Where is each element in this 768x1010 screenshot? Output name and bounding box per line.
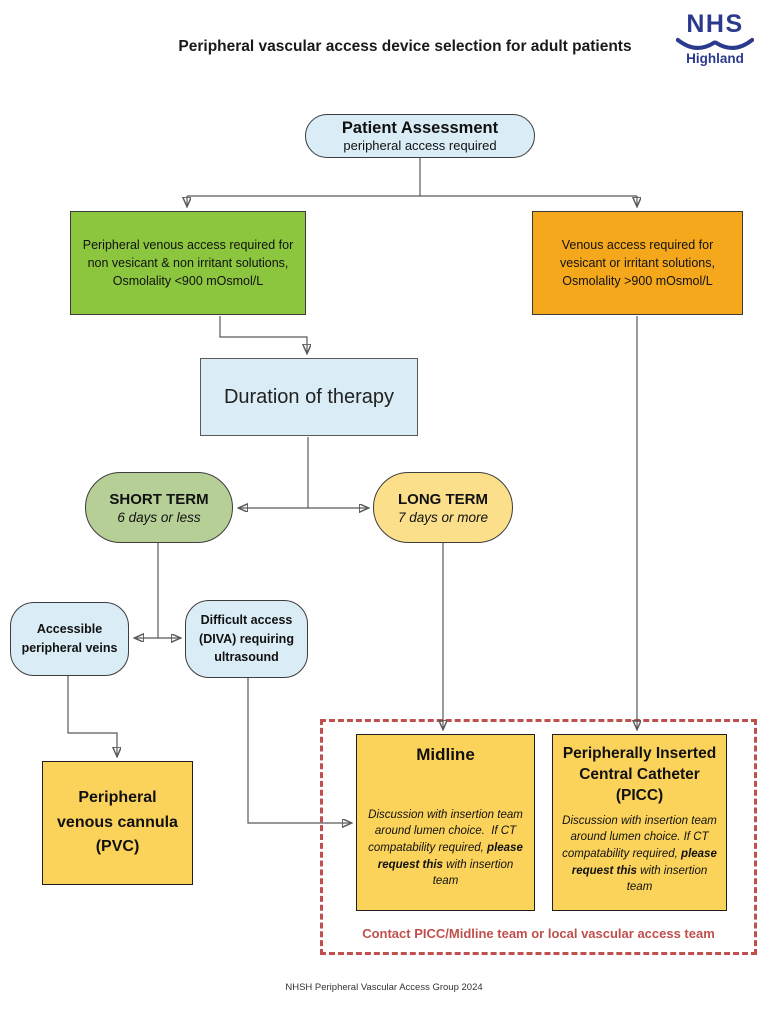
- node-long-term: [373, 472, 513, 543]
- non-vesicant-text: Peripheral venous access required for non vesicant & non irritant solutions, Osmolality <900 mOsmol/L: [82, 237, 294, 289]
- patient-assessment-subtitle: peripheral access required: [343, 138, 497, 154]
- midline-title: Midline: [416, 745, 475, 764]
- node-short-term: [85, 472, 233, 543]
- node-accessible-peripheral-veins: [10, 602, 129, 676]
- short-term-subtitle: 6 days or less: [117, 509, 201, 525]
- accessible-veins-text: Accessible peripheral veins: [21, 622, 118, 655]
- short-term-title: SHORT TERM: [109, 491, 209, 509]
- patient-assessment-title: Patient Assessment: [341, 118, 499, 137]
- long-term-title: LONG TERM: [398, 491, 488, 509]
- vesicant-text: Venous access required for vesicant or irritant solutions, Osmolality >900 mOsmol/L: [560, 237, 715, 289]
- nhs-wave-icon: [676, 37, 754, 52]
- nhs-logo-text: NHS: [686, 10, 744, 38]
- midline-note: Discussion with insertion team around lumen choice. If CT compatability required, please request this with insertion team: [368, 808, 527, 888]
- node-non-vesicant-access: [70, 211, 306, 315]
- page-title: Peripheral vascular access device selection for adult patients: [178, 38, 632, 55]
- picc-title: Peripherally Inserted Central Catheter (PICC): [562, 745, 717, 804]
- picc-note: Discussion with insertion team around lumen choice. If CT compatability required, please request this with insertion team: [562, 814, 721, 894]
- long-term-subtitle: 7 days or more: [397, 509, 489, 525]
- difficult-access-text: Difficult access (DIVA) requiring ultrasound: [199, 612, 294, 665]
- node-picc: [552, 734, 727, 911]
- nhs-highland-logo: [672, 12, 758, 66]
- node-midline: [356, 734, 535, 911]
- footer-credit: NHSH Peripheral Vascular Access Group 2024: [285, 982, 483, 993]
- contact-team-banner: Contact PICC/Midline team or local vascular access team: [362, 926, 715, 941]
- nhs-region-text: Highland: [686, 51, 744, 66]
- node-patient-assessment: [305, 114, 535, 158]
- node-vesicant-access: [532, 211, 743, 315]
- node-difficult-access-diva: [185, 600, 308, 678]
- node-duration-of-therapy: [200, 358, 418, 436]
- node-pvc: [42, 761, 193, 885]
- duration-text: Duration of therapy: [223, 385, 395, 408]
- pvc-title: Peripheral venous cannula (PVC): [57, 788, 178, 856]
